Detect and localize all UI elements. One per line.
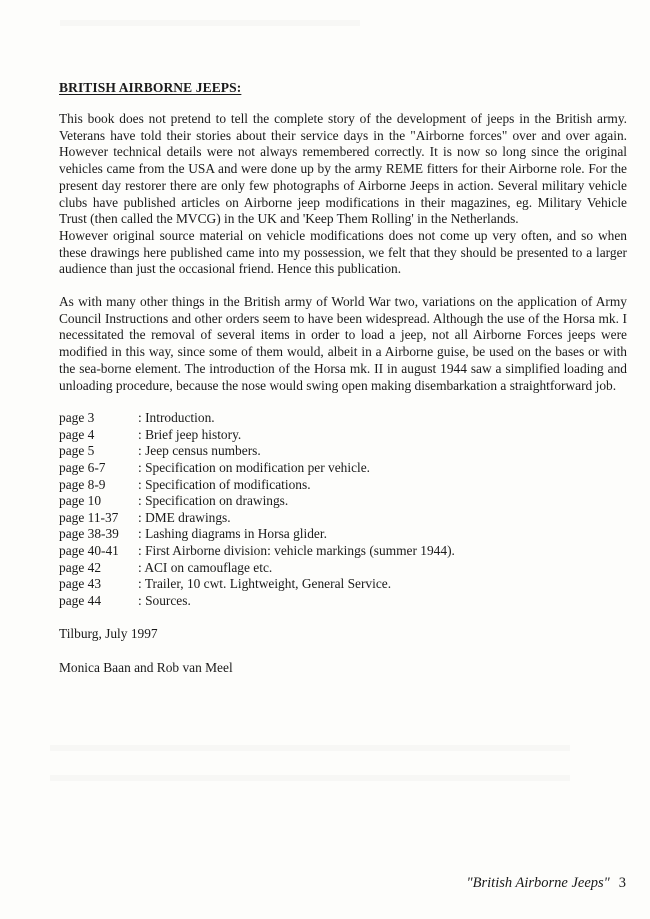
contents-page: page 4 <box>59 426 95 442</box>
footer-book-title: "British Airborne Jeeps" <box>466 875 610 891</box>
contents-item <box>59 493 627 510</box>
contents-item <box>59 443 627 460</box>
contents-list <box>59 410 627 609</box>
contents-item <box>59 510 627 527</box>
place-date: Tilburg, July 1997 <box>59 626 158 642</box>
contents-description: : Specification on modification per vehicle. <box>138 460 371 476</box>
contents-item <box>59 526 627 543</box>
scan-bleed-through <box>60 20 360 26</box>
contents-page: page 5 <box>59 443 95 459</box>
contents-page: page 11-37 <box>59 509 119 525</box>
contents-item <box>59 410 627 427</box>
contents-description: : Sources. <box>138 592 191 608</box>
contents-description: : Trailer, 10 cwt. Lightweight, General Service. <box>138 576 392 592</box>
spacer <box>59 394 627 410</box>
document-title: BRITISH AIRBORNE JEEPS: <box>59 80 242 95</box>
contents-item <box>59 543 627 560</box>
contents-page: page 38-39 <box>59 526 119 542</box>
contents-description: : Introduction. <box>138 410 215 426</box>
contents-page: page 6-7 <box>59 460 106 476</box>
contents-page: page 10 <box>59 493 102 509</box>
contents-item <box>59 576 627 593</box>
contents-page: page 3 <box>59 410 95 426</box>
contents-page: page 43 <box>59 576 102 592</box>
contents-description: : DME drawings. <box>138 509 231 525</box>
scan-bleed-through <box>50 745 570 751</box>
spacer <box>59 278 627 294</box>
contents-page: page 8-9 <box>59 476 106 492</box>
contents-item <box>59 477 627 494</box>
contents-description: : Jeep census numbers. <box>138 443 261 459</box>
contents-item <box>59 427 627 444</box>
authors: Monica Baan and Rob van Meel <box>59 659 233 675</box>
context-paragraph: As with many other things in the British army of World War two, variations on the application of Army Council Instructions and other orders seem to have been widespread. Although the use of the Horsa mk. I necessitated the removal of several items in order to load a jeep, not all Airborne Forces jeeps were modified in this way, since some of them would, albeit in a Airborne guise, be used on the bases or with the sea-borne element. The introduction of the Horsa mk. II in august 1944 saw a simplified loading and unloading procedure, because the nose would swing open making disembarkation a straightforward job. <box>59 294 627 393</box>
contents-description: : First Airborne division: vehicle markings (summer 1944). <box>138 543 455 558</box>
contents-item <box>59 460 627 477</box>
intro-paragraph: This book does not pretend to tell the complete story of the development of jeeps in the British army. Veterans have told their stories about their service days in the "Airborne forces" over and over again. However technical details were not always remembered correctly. It is now so long since the original vehicles came from the USA and were done up by the army REME fitters for their Airborne role. For the present day restorer there are only few photographs of Airborne Jeeps in action. Several military vehicle clubs have published articles on Airborne jeep modifications in their magazines, eg. Military Vehicle Trust (then called the MVCG) in the UK and 'Keep Them Rolling' in the Netherlands. <box>59 111 627 227</box>
page-number: 3 <box>618 875 626 891</box>
scan-bleed-through <box>50 775 570 781</box>
contents-description: : Lashing diagrams in Horsa glider. <box>138 526 327 542</box>
contents-description: : Specification on drawings. <box>138 493 289 509</box>
contents-description: : Specification of modifications. <box>138 476 311 492</box>
contents-item <box>59 560 627 577</box>
page-footer <box>467 875 626 892</box>
intro-paragraph-continued: However original source material on vehicle modifications does not come up very often, and so when these drawings here published came into my possession, we felt that they should be presented to a larger audience than just the occasional friend. Hence this publication. <box>59 227 627 277</box>
spacer <box>59 643 627 660</box>
contents-page: page 42 <box>59 559 102 575</box>
contents-page: page 44 <box>59 592 102 608</box>
contents-description: : Brief jeep history. <box>138 426 242 442</box>
contents-description: : ACI on camouflage etc. <box>138 559 273 575</box>
contents-page: page 40-41 <box>59 543 119 558</box>
contents-item <box>59 593 627 610</box>
spacer <box>59 609 627 626</box>
document-page <box>59 80 627 677</box>
